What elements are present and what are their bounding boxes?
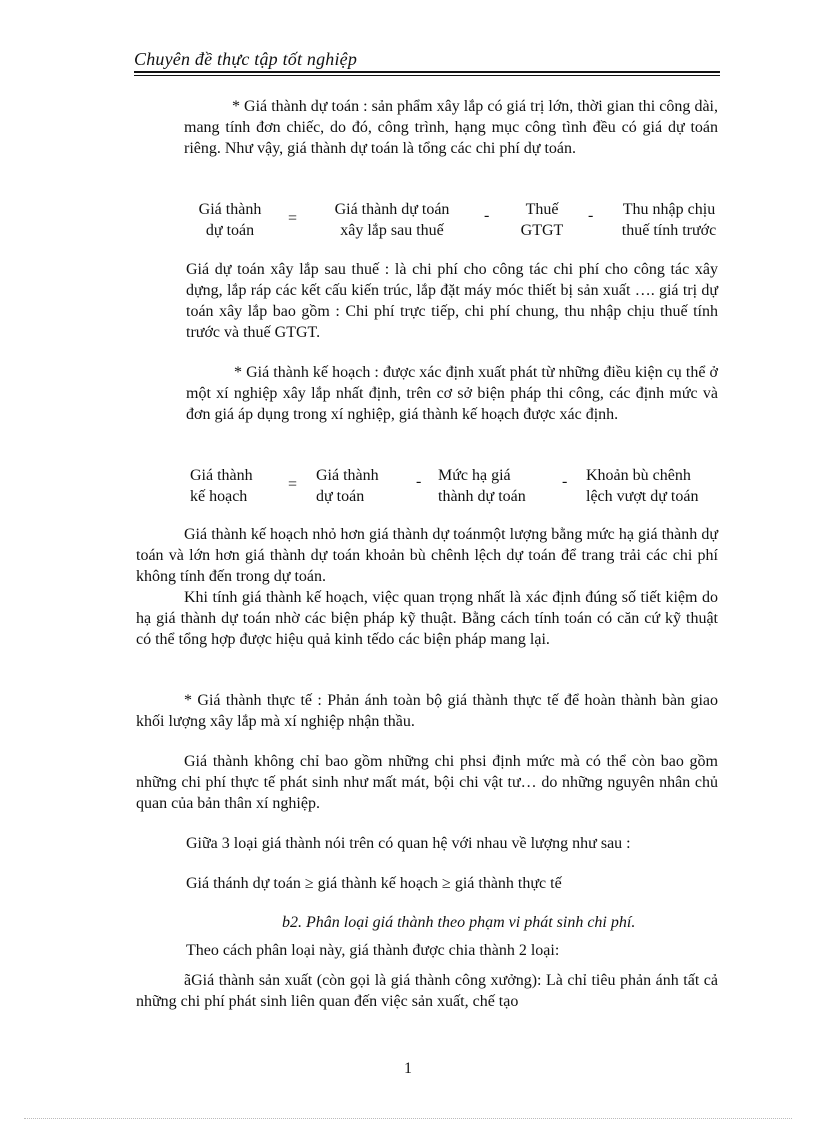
- eq1-term1: Giá thành dự toán xây lắp sau thuế: [334, 201, 450, 239]
- paragraph-so-sanh-ke-hoach: Giá thành kế hoạch nhỏ hơn giá thành dự toánmột lượng bằng mức hạ giá thành dự toán và lớn hơn giá thành dự toán khoản bù chênh lệch dự toán để trang trải các chi phí không tính đến trong dự toán.: [136, 526, 718, 585]
- paragraph-gia-thanh-ke-hoach: * Giá thành kế hoạch : được xác định xuất phát từ những điều kiện cụ thể ở một xí nghiệp xây lắp nhất định, trên cơ sở biện pháp thi công, các định mức và đơn giá áp dụng trong xí nghiệp, giá thành kế hoạch được xác định.: [186, 364, 718, 423]
- paragraph-gia-thanh-san-xuat: ãGiá thành sản xuất (còn gọi là giá thành công xưởng): Là chỉ tiêu phản ánh tất cả những chi phí phát sinh liên quan đến việc sản xuất, chế tạo: [136, 972, 718, 1010]
- paragraph-gia-du-toan-sau-thue: Giá dự toán xây lắp sau thuế : là chi phí cho công tác chi phí cho công tác xây dựng, lắp ráp các kết cấu kiến trúc, lắp đặt máy móc thiết bị sản xuất …. giá trị dự toán xây lắp bao gồm : Chi phí trực tiếp, chi phí chung, thu nhập chịu thuế tính trước và thuế GTGT.: [186, 261, 718, 341]
- section-heading-b2: b2. Phân loại giá thành theo phạm vi phát sinh chi phí.: [282, 914, 636, 931]
- paragraph-gia-thanh-du-toan: * Giá thành dự toán : sản phẩm xây lắp có giá trị lớn, thời gian thi công dài, mang tính đơn chiếc, do đó, công trình, hạng mục công tình đều có giá dự toán riêng. Như vậy, giá thành dự toán là tổng các chi phí dự toán.: [184, 98, 718, 157]
- eq2-minus2: -: [562, 473, 568, 490]
- eq2-term2: Mức hạ giá thành dự toán: [438, 467, 526, 505]
- inequality-gia-thanh: Giá thánh dự toán ≥ giá thành kế hoạch ≥ giá thành thực tế: [186, 875, 562, 892]
- paragraph-gia-thanh-thuc-te: * Giá thành thực tế : Phản ánh toàn bộ giá thành thực tế để hoàn thành bàn giao khối lượng xây lắp mà xí nghiệp nhận thầu.: [136, 692, 718, 730]
- eq1-equals: =: [288, 210, 298, 227]
- eq2-lhs: Giá thành kế hoạch: [190, 467, 253, 505]
- eq2-minus1: -: [416, 473, 422, 490]
- eq2-term1: Giá thành dự toán: [316, 467, 379, 505]
- eq2-equals: =: [288, 476, 298, 493]
- eq2-term3: Khoản bù chênh lệch vượt dự toán: [586, 467, 699, 505]
- page-bottom-rule: [24, 1118, 792, 1119]
- page-number: 1: [404, 1060, 412, 1077]
- eq1-term3: Thu nhập chịu thuế tính trước: [621, 201, 717, 239]
- paragraph-tiet-kiem: Khi tính giá thành kế hoạch, việc quan trọng nhất là xác định đúng số tiết kiệm do hạ giá thành dự toán nhờ các biện pháp kỹ thuật. Bằng cách tính toán có căn cứ kỹ thuật có thể tổng hợp được hiệu quả kinh tếdo các biện pháp mang lại.: [136, 589, 718, 648]
- paragraph-phan-loai: Theo cách phân loại này, giá thành được chia thành 2 loại:: [186, 942, 560, 959]
- header-title: Chuyên đề thực tập tốt nghiệp: [134, 49, 358, 69]
- equation-gia-thanh-ke-hoach: [190, 465, 730, 509]
- eq1-term2: Thuế GTGT: [520, 201, 564, 239]
- eq1-lhs: Giá thành dự toán: [198, 201, 262, 239]
- eq1-minus2: -: [588, 207, 594, 224]
- paragraph-quan-he: Giữa 3 loại giá thành nói trên có quan hệ với nhau về lượng như sau :: [186, 835, 631, 852]
- equation-gia-thanh-du-toan: [190, 199, 730, 243]
- eq1-minus1: -: [484, 207, 490, 224]
- paragraph-chi-phi-thuc-te: Giá thành không chỉ bao gồm những chi phsi định mức mà có thể còn bao gồm những chi phí thực tế phát sinh như mất mát, bội chi vật tư… do những nguyên nhân chủ quan của bản thân xí nghiệp.: [136, 753, 718, 812]
